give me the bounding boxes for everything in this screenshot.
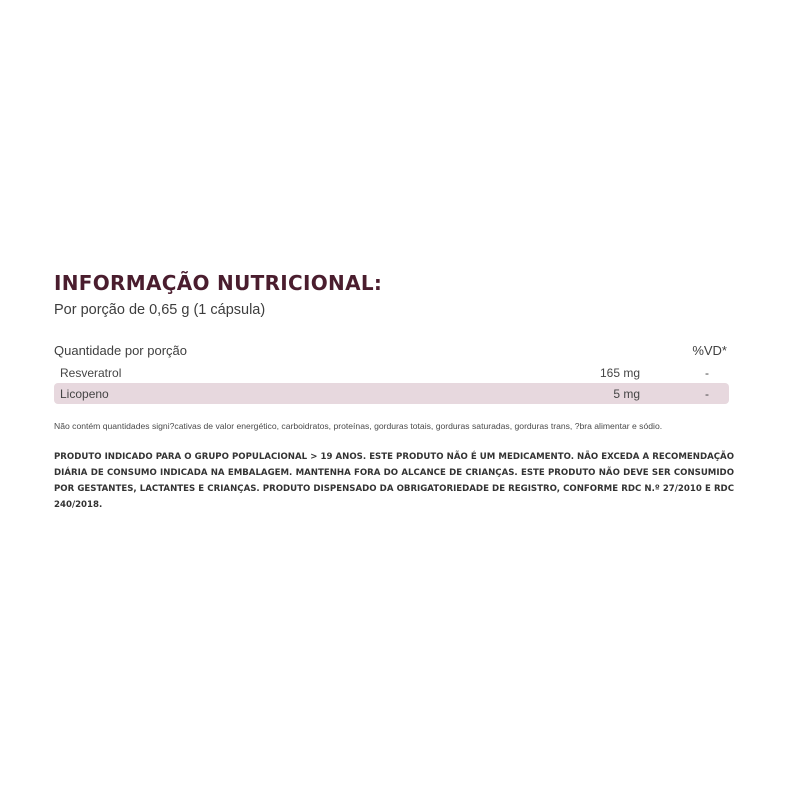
nutrient-name: Resveratrol — [60, 366, 122, 380]
table-row — [54, 362, 729, 383]
nutrition-table — [54, 340, 729, 404]
nutrient-vd: - — [705, 387, 709, 401]
nutrient-amount: 165 mg — [599, 366, 640, 380]
nutrient-amount: 5 mg — [613, 387, 640, 401]
nutrition-title: INFORMAÇÃO NUTRICIONAL: — [54, 271, 383, 295]
serving-size: Por porção de 0,65 g (1 cápsula) — [54, 302, 266, 318]
footnote: Não contém quantidades signi?cativas de valor energético, carboidratos, proteínas, gorduras totais, gorduras saturadas, gorduras trans, ?bra alimentar e sódio. — [54, 421, 663, 431]
nutrient-vd: - — [705, 366, 709, 380]
product-warning: PRODUTO INDICADO PARA O GRUPO POPULACIONAL > 19 ANOS. ESTE PRODUTO NÃO É UM MEDICAMENTO. NÃO EXCEDA A RECOMENDAÇÃO DIÁRIA DE CONSUMO INDICADA NA EMBALAGEM. MANTENHA FORA DO ALCANCE DE CRIANÇAS. ESTE PRODUTO NÃO DEVE SER CONSUMIDO POR GESTANTES, LACTANTES E CRIANÇAS. PRODUTO DISPENSADO DA OBRIGATORIEDADE DE REGISTRO, CONFORME RDC N.º 27/2010 E RDC 240/2018. — [54, 452, 734, 510]
table-row — [54, 383, 729, 404]
nutrient-name: Licopeno — [60, 387, 109, 401]
nutrition-facts-panel — [54, 270, 734, 513]
header-quantity-label: Quantidade por porção — [54, 343, 187, 358]
table-header-row — [54, 340, 729, 362]
header-vd-label: %VD* — [692, 343, 727, 358]
